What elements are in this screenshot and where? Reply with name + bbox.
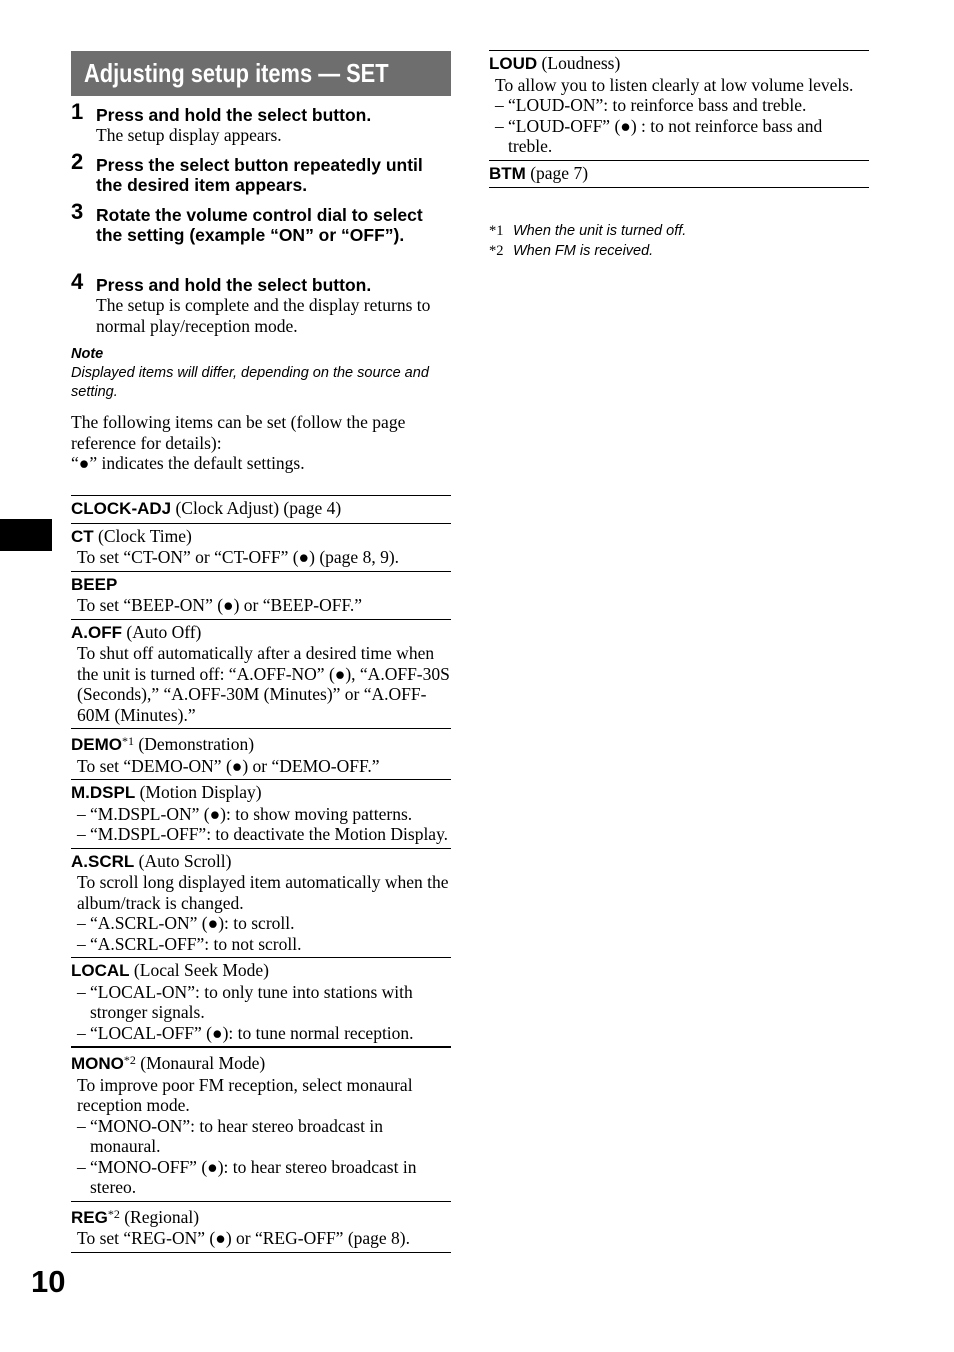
item-label: LOUD	[489, 54, 538, 73]
option-line: – “A.SCRL-ON” (●): to scroll.	[77, 913, 295, 933]
item-title: (Auto Scroll)	[134, 850, 232, 871]
item-description: To improve poor FM reception, select monaural reception mode.	[77, 1074, 413, 1115]
item-title: (Clock Time)	[93, 525, 192, 546]
item-description: To set “DEMO-ON” (●) or “DEMO-OFF.”	[77, 755, 380, 776]
step-body: The setup display appears.	[96, 125, 282, 145]
footnote-ref: *1	[122, 734, 134, 748]
step-number: 1	[71, 99, 84, 124]
item-label: M.DSPL	[71, 783, 136, 802]
step-1	[71, 99, 451, 146]
item-description: To shut off automatically after a desired time when the unit is turned off: “A.OFF-NO” (●), “A.OFF-30S (Seconds),” “A.OFF-30M (Minutes)” or “A.OFF-60M (Minutes).”	[77, 643, 450, 725]
item-title: (Motion Display)	[135, 782, 262, 802]
step-3	[71, 199, 451, 245]
setup-items-table-continued	[489, 50, 869, 188]
item-mono	[71, 1048, 451, 1202]
item-ct	[71, 524, 451, 572]
step-2	[71, 149, 451, 195]
step-4	[71, 269, 451, 336]
item-title: (Regional)	[119, 1206, 200, 1227]
option-line: – “M.DSPL-ON” (●): to show moving patterns.	[77, 803, 413, 824]
item-a-scrl	[71, 849, 451, 959]
section-title: Adjusting setup items — SET	[84, 58, 389, 88]
item-title: (Demonstration)	[134, 734, 255, 754]
footnote-ref: *2	[123, 1053, 136, 1067]
item-label: REG	[71, 1207, 108, 1227]
item-title: (Auto Off)	[122, 621, 202, 642]
item-loud	[489, 51, 869, 161]
option-line: – “LOUD-OFF” (●) : to not reinforce bass and treble.	[495, 115, 823, 156]
option-line: – “LOUD-ON”: to reinforce bass and treble.	[495, 95, 807, 115]
item-title: (Clock Adjust) (page 4)	[171, 498, 342, 518]
footnote-mark: *2	[489, 242, 504, 259]
item-description: To set “CT-ON” or “CT-OFF” (●) (page 8, 9).	[77, 547, 400, 567]
footnote-text: When FM is received.	[513, 242, 654, 259]
item-a-off	[71, 620, 451, 730]
section-tab-marker	[0, 519, 52, 551]
note-text: Displayed items will differ, depending on the source and setting.	[71, 365, 429, 400]
item-title: (page 7)	[525, 162, 589, 183]
setup-items-table	[71, 495, 451, 1253]
item-reg	[71, 1202, 451, 1253]
note	[71, 345, 451, 402]
intro-line: The following items can be set (follow the page reference for details):	[71, 412, 406, 453]
step-body: The setup is complete and the display returns to normal play/reception mode.	[96, 295, 431, 336]
footnotes	[489, 222, 869, 261]
item-label: CLOCK-ADJ	[71, 499, 172, 518]
item-label: A.OFF	[71, 622, 122, 642]
step-heading: Press the select button repeatedly until the desired item appears.	[96, 155, 423, 195]
item-beep	[71, 572, 451, 620]
step-heading: Rotate the volume control dial to select the setting (example “ON” or “OFF”).	[96, 205, 423, 245]
option-line: – “MONO-OFF” (●): to hear stereo broadcast in stereo.	[77, 1156, 417, 1197]
option-line: – “MONO-ON”: to hear stereo broadcast in monaural.	[77, 1115, 384, 1156]
item-local	[71, 958, 451, 1048]
note-title: Note	[71, 346, 104, 362]
footnote	[489, 222, 869, 242]
step-number: 2	[71, 149, 84, 174]
item-label: BTM	[489, 163, 526, 183]
step-heading: Press and hold the select button.	[96, 105, 372, 125]
item-description: To scroll long displayed item automatically when the album/track is changed.	[77, 872, 449, 913]
item-title: (Loudness)	[537, 53, 621, 73]
item-m-dspl	[71, 780, 451, 849]
option-line: – “LOCAL-OFF” (●): to tune normal reception.	[77, 1022, 414, 1043]
item-label: MONO	[71, 1054, 124, 1073]
item-description: To set “REG-ON” (●) or “REG-OFF” (page 8).	[77, 1228, 411, 1248]
step-heading: Press and hold the select button.	[96, 275, 372, 295]
footnote-text: When the unit is turned off.	[513, 223, 687, 239]
footnote-ref: *2	[107, 1206, 120, 1221]
item-label: CT	[71, 526, 94, 546]
intro-text	[71, 412, 451, 474]
item-clock-adj	[71, 496, 451, 524]
item-demo	[71, 729, 451, 780]
default-indicator-line: “●” indicates the default settings.	[71, 453, 305, 473]
item-label: DEMO	[71, 735, 122, 754]
item-title: (Monaural Mode)	[135, 1053, 266, 1073]
footnote-mark: *1	[489, 223, 504, 239]
step-number: 4	[71, 269, 84, 294]
option-line: – “LOCAL-ON”: to only tune into stations with stronger signals.	[77, 981, 413, 1022]
item-description: To set “BEEP-ON” (●) or “BEEP-OFF.”	[77, 595, 362, 615]
page-number: 10	[31, 1264, 66, 1299]
option-line: – “M.DSPL-OFF”: to deactivate the Motion Display.	[77, 824, 449, 844]
item-description: To allow you to listen clearly at low volume levels.	[495, 74, 854, 95]
item-label: A.SCRL	[71, 851, 135, 871]
step-number: 3	[71, 199, 84, 224]
footnote	[489, 242, 869, 262]
item-title: (Local Seek Mode)	[129, 960, 270, 980]
item-btm	[489, 161, 869, 189]
section-title-bar	[71, 51, 451, 96]
item-label: BEEP	[71, 574, 118, 594]
option-line: – “A.SCRL-OFF”: to not scroll.	[77, 933, 302, 954]
item-label: LOCAL	[71, 961, 130, 980]
